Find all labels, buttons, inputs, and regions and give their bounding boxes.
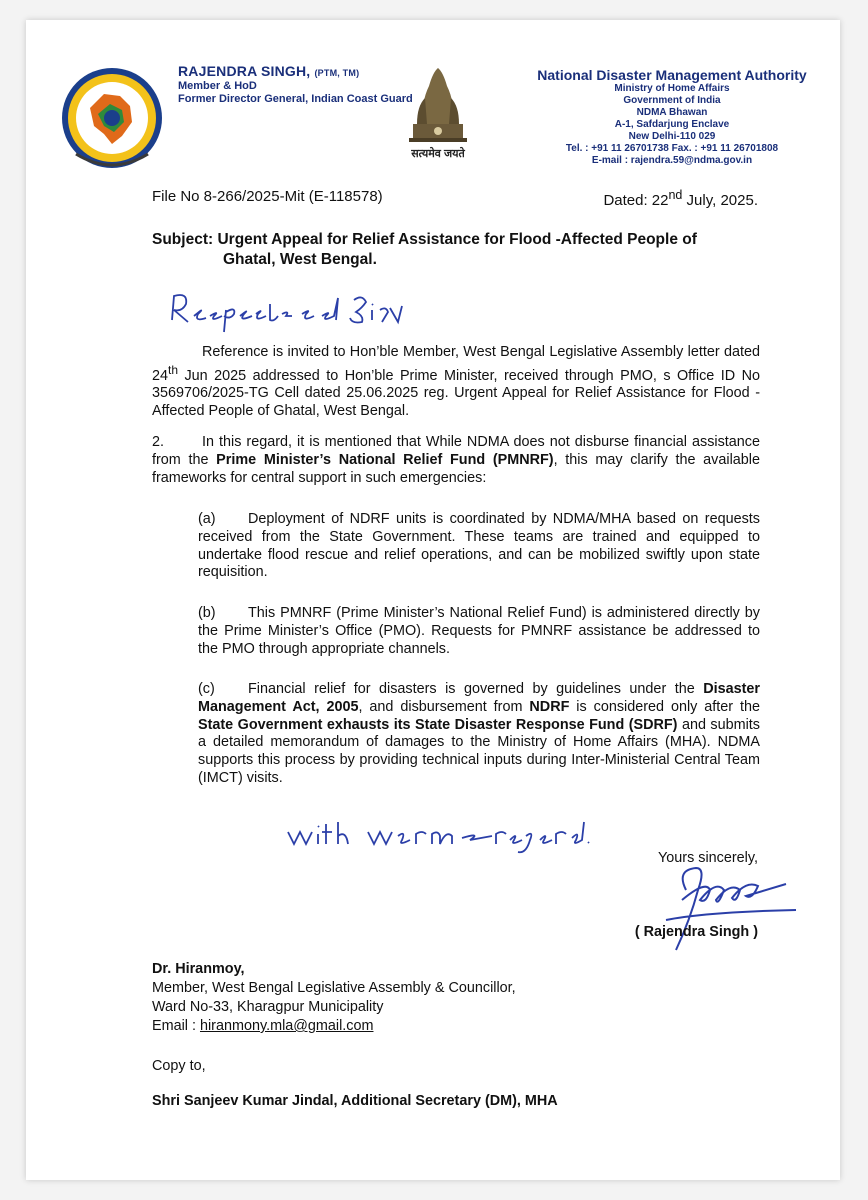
subject: Subject: Urgent Appeal for Relief Assistance for Flood -Affected People of Ghatal, West Bengal.: [152, 231, 697, 268]
point-c: (c) Financial relief for disasters is governed by guidelines under the Disaster Management Act, 2005, and disbursement from NDRF is considered only after the State Government exhausts its State Disaster Response Fund (SDRF) and submits a detailed memorandum of damages to the Ministry of Home Affairs (MHA). NDMA supports this process by providing technical inputs during Inter-Ministerial Central Team (IMCT) visits.: [198, 681, 761, 786]
copy-recipient: Shri Sanjeev Kumar Jindal, Additional Secretary (DM), MHA: [152, 1093, 558, 1109]
sender-name: RAJENDRA SINGH, (PTM, TM): [178, 63, 360, 79]
organization-block: [512, 67, 832, 167]
file-number: File No 8-266/2025-Mit (E-118578): [152, 188, 383, 205]
org-email: E-mail : rajendra.59@ndma.gov.in: [591, 155, 753, 166]
sender-role: Member & HoD: [178, 80, 257, 92]
addressee-line: Ward No-33, Kharagpur Municipality: [152, 999, 384, 1015]
addressee-email-row: Email : hiranmony.mla@gmail.com: [152, 1018, 374, 1034]
org-line: NDMA Bhawan: [636, 107, 708, 118]
email-link[interactable]: hiranmony.mla@gmail.com: [199, 1018, 374, 1034]
org-phone: Tel. : +91 11 26701738 Fax. : +91 11 26701808: [565, 143, 779, 154]
org-line: New Delhi-110 029: [628, 131, 716, 142]
handwritten-closing: [282, 814, 592, 854]
ndma-logo: [60, 64, 164, 172]
addressee-line: Member, West Bengal Legislative Assembly & Councillor,: [152, 980, 516, 996]
addressee-name: Dr. Hiranmoy,: [152, 961, 245, 977]
point-b: (b) This PMNRF (Prime Minister’s National Relief Fund) is administered directly by the Prime Minister’s Office (PMO). Requests for PMNRF assistance be addressed to the PMO through appropriate channels.: [198, 605, 760, 657]
letter-page: [26, 20, 840, 1180]
signature: [646, 860, 806, 960]
emblem-motto: सत्यमेव जयते: [411, 148, 465, 160]
org-name: National Disaster Management Authority: [537, 67, 807, 83]
handwritten-salutation: [166, 286, 406, 336]
org-line: A-1, Safdarjung Enclave: [614, 119, 730, 130]
signatory-name: ( Rajendra Singh ): [634, 924, 758, 940]
sender-former: Former Director General, Indian Coast Guard: [178, 93, 413, 105]
paragraph-2: 2. In this regard, it is mentioned that While NDMA does not disburse financial assistance from the Prime Minister’s National Relief Fund (PMNRF), this may clarify the available frameworks for central support in such emergencies:: [152, 434, 760, 486]
org-line: Ministry of Home Affairs: [614, 83, 730, 94]
copy-label: Copy to,: [152, 1058, 206, 1074]
addressee-block: [152, 960, 516, 1036]
org-line: Government of India: [623, 95, 721, 106]
sender-block: [178, 63, 438, 105]
national-emblem: [403, 62, 473, 144]
closing-yours: Yours sincerely,: [658, 850, 758, 866]
letter-date: Dated: 22nd July, 2025.: [603, 188, 758, 209]
point-a: (a) Deployment of NDRF units is coordinated by NDMA/MHA based on requests received from the State Government. These teams are trained and equipped to undertake flood rescue and relief operations, and can be mobilized swiftly upon state requisition.: [198, 511, 760, 581]
paragraph-1: Reference is invited to Hon’ble Member, West Bengal Legislative Assembly letter dated 24th Jun 2025 addressed to Hon’ble Prime Minister, received through PMO, s Office ID No 3569706/2025-TG Cell dated 25.06.2025 reg. Urgent Appeal for Relief Assistance for Flood -Affected People of Ghatal, West Bengal.: [152, 344, 760, 420]
